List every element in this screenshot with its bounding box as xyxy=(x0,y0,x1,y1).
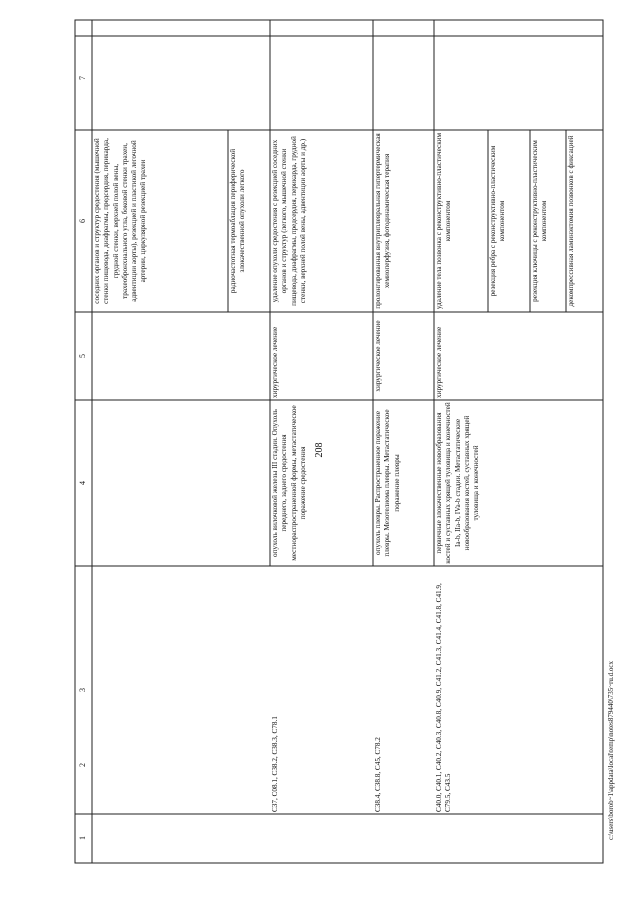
column-header-6: 6 xyxy=(78,219,87,223)
footer-file-path: c:\users\borob~1\appdata\local\temp\notes879440\735~ru.d.ocx xyxy=(607,660,615,840)
row3-col3-codes: C38.4, C38.8, C45, C78.2 xyxy=(374,737,382,812)
row4-col5-treatment: хирургическое лечение xyxy=(435,326,443,398)
column-header-3: 3 xyxy=(78,688,87,692)
row3-col5-treatment: хирургическое лечение xyxy=(374,320,382,392)
row2-col5-treatment: хирургическое лечение xyxy=(271,326,279,398)
row2-col6-method: удаление опухоли средостения с резекцией соседних органов и структур (легкого, мышечной стенки пищевода, диафрагмы, предсердия, перикарда, грудной стенки, верхней полой вены, адвентиции аорты и др.) xyxy=(271,136,307,306)
column-header-5: 5 xyxy=(78,354,87,358)
row4-col3-codes: C40.0, C40.1, C40.2, C40.3, C40.8, C40.9, C41.2, C41.3, C41.4, C41.8, C41.9, C79.5, C43.5 xyxy=(435,583,453,812)
column-header-4: 4 xyxy=(78,481,87,485)
row4-col4-diagnosis: первичные злокачественные новообразования костей и суставных хрящей туловища и конечностей Ia-b, IIa-b, IVa-b стадии. Метастатические новообразования костей, суставных хрящей туловища и конечностей xyxy=(435,402,481,564)
page-number: 208 xyxy=(314,442,325,458)
column-header-2: 2 xyxy=(78,763,87,767)
row3-col4-diagnosis: опухоль плевры. Распространенное поражение плевры. Мезотелиома плевры. Метастатическое поражение плевры xyxy=(374,409,401,557)
column-header-7: 7 xyxy=(78,76,87,80)
row2-col4-diagnosis: опухоль вилочковой железы III стадии. Опухоль переднего, заднего средостения местнораспространенной формы, метастатическое поражение средостения xyxy=(271,405,307,561)
row1-col6-part2: радиочастотная термоаблация периферической злокачественной опухоли легкого xyxy=(229,148,247,294)
row4-col6-method-3: резекция ключицы с реконструктивно-пластическим компонентом xyxy=(531,140,549,302)
row2-col3-codes: C37, C08.1, C38.2, C38.3, C78.1 xyxy=(271,716,279,812)
row4-col6-method-2: резекция ребра с реконструктивно-пластическим компонентом xyxy=(489,145,507,297)
row1-col6-part1: соседних органов и структур средостения (мышечной стенки пищевода, диафрагмы, предсердия, перикарда, грудной стенки, верхней полой вены, трахеобронхиального угла, боковой стенки трахеи, адвентиции аорты), резекцией и пластикой легочной артерии, циркулярной резекцией трахеи xyxy=(93,138,148,304)
row4-col6-method-4: декомпрессивная ламинэктомия позвонков с фиксацией xyxy=(567,135,575,307)
row4-col6-method-1: удаление тела позвонка с реконструктивно-пластическим компонентом xyxy=(435,132,453,310)
row3-col6-method: пролонгированная внутриплевральная гипертермическая хемиоперфузия, фотодинамическая терапия xyxy=(374,133,392,309)
column-header-1: 1 xyxy=(78,836,87,840)
